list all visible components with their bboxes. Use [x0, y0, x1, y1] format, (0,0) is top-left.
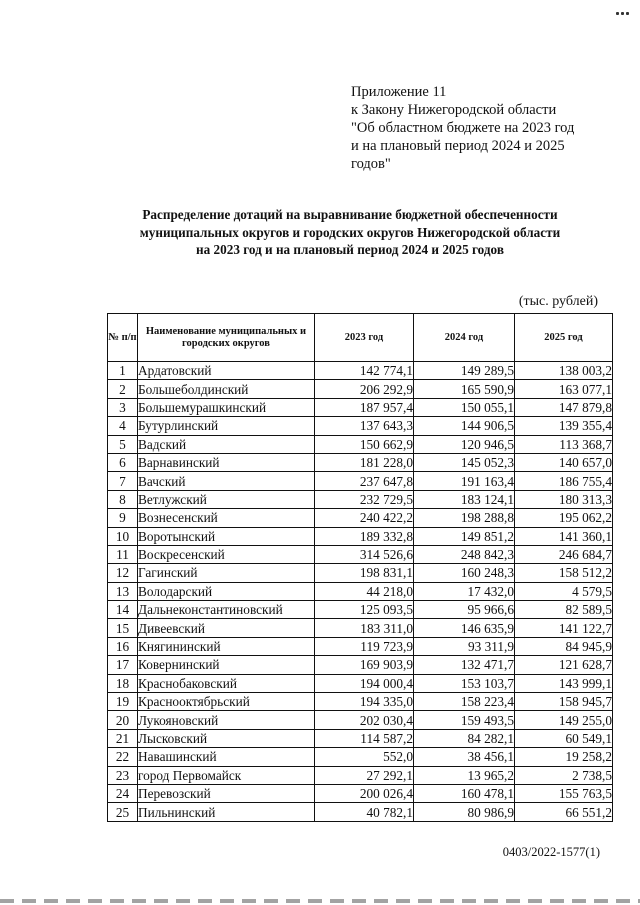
cell-2023: 181 228,0 — [315, 453, 414, 471]
cell-name: Княгининский — [138, 637, 315, 655]
cell-name: Володарский — [138, 582, 315, 600]
cell-2024: 80 986,9 — [414, 803, 515, 821]
cell-2023: 183 311,0 — [315, 619, 414, 637]
cell-name: Вачский — [138, 472, 315, 490]
dotations-table — [107, 313, 613, 822]
cell-num: 9 — [108, 509, 138, 527]
cell-num: 25 — [108, 803, 138, 821]
cell-name: Бутурлинский — [138, 417, 315, 435]
cell-2025: 84 945,9 — [515, 637, 613, 655]
cell-name: Краснооктябрьский — [138, 693, 315, 711]
cell-name: Вознесенский — [138, 509, 315, 527]
cell-2025: 66 551,2 — [515, 803, 613, 821]
cell-2024: 158 223,4 — [414, 693, 515, 711]
cell-num: 20 — [108, 711, 138, 729]
cell-2025: 139 355,4 — [515, 417, 613, 435]
table-body — [108, 362, 613, 822]
cell-2024: 183 124,1 — [414, 490, 515, 508]
table-row — [108, 362, 613, 380]
cell-num: 6 — [108, 453, 138, 471]
cell-num: 17 — [108, 656, 138, 674]
cell-2023: 137 643,3 — [315, 417, 414, 435]
cell-2025: 195 062,2 — [515, 509, 613, 527]
units-label: (тыс. рублей) — [518, 294, 598, 309]
cell-name: Воскресенский — [138, 545, 315, 563]
cell-2024: 84 282,1 — [414, 729, 515, 747]
cell-2025: 2 738,5 — [515, 766, 613, 784]
cell-name: Пильнинский — [138, 803, 315, 821]
cell-num: 14 — [108, 601, 138, 619]
cell-num: 13 — [108, 582, 138, 600]
cell-2025: 163 077,1 — [515, 380, 613, 398]
title-line: муниципальных округов и городских округов Нижегородской области — [139, 224, 561, 240]
cell-2024: 145 052,3 — [414, 453, 515, 471]
table-row — [108, 398, 613, 416]
scan-edge-marks — [0, 899, 640, 903]
cell-2025: 180 313,3 — [515, 490, 613, 508]
cell-num: 8 — [108, 490, 138, 508]
cell-2023: 150 662,9 — [315, 435, 414, 453]
cell-2025: 147 879,8 — [515, 398, 613, 416]
cell-2023: 552,0 — [315, 748, 414, 766]
cell-num: 18 — [108, 674, 138, 692]
cell-name: Ветлужский — [138, 490, 315, 508]
cell-2024: 132 471,7 — [414, 656, 515, 674]
header-2025: 2025 год — [515, 314, 613, 362]
cell-num: 5 — [108, 435, 138, 453]
table-row — [108, 545, 613, 563]
cell-name: Лысковский — [138, 729, 315, 747]
cell-num: 12 — [108, 564, 138, 582]
cell-2024: 165 590,9 — [414, 380, 515, 398]
cell-2024: 149 851,2 — [414, 527, 515, 545]
table-row — [108, 417, 613, 435]
appendix-line: и на плановый период 2024 и 2025 — [351, 138, 565, 154]
cell-2024: 93 311,9 — [414, 637, 515, 655]
cell-num: 7 — [108, 472, 138, 490]
cell-2025: 82 589,5 — [515, 601, 613, 619]
cell-name: Навашинский — [138, 748, 315, 766]
cell-2023: 314 526,6 — [315, 545, 414, 563]
cell-2023: 44 218,0 — [315, 582, 414, 600]
cell-2024: 191 163,4 — [414, 472, 515, 490]
cell-2025: 149 255,0 — [515, 711, 613, 729]
table-row — [108, 453, 613, 471]
table-row — [108, 472, 613, 490]
table-row — [108, 729, 613, 747]
cell-2025: 60 549,1 — [515, 729, 613, 747]
cell-2023: 27 292,1 — [315, 766, 414, 784]
appendix-line: годов" — [351, 156, 391, 172]
cell-2023: 40 782,1 — [315, 803, 414, 821]
cell-num: 3 — [108, 398, 138, 416]
header-name: Наименование муниципальных и городских округов — [138, 314, 315, 362]
table-row — [108, 564, 613, 582]
cell-num: 23 — [108, 766, 138, 784]
appendix-line: Приложение 11 — [351, 84, 447, 100]
table-row — [108, 637, 613, 655]
cell-2023: 187 957,4 — [315, 398, 414, 416]
cell-2023: 169 903,9 — [315, 656, 414, 674]
cell-2024: 13 965,2 — [414, 766, 515, 784]
cell-2023: 189 332,8 — [315, 527, 414, 545]
cell-2024: 144 906,5 — [414, 417, 515, 435]
cell-2025: 141 360,1 — [515, 527, 613, 545]
cell-2024: 38 456,1 — [414, 748, 515, 766]
table-row — [108, 490, 613, 508]
header-2024: 2024 год — [414, 314, 515, 362]
table-row — [108, 656, 613, 674]
cell-name: Дивеевский — [138, 619, 315, 637]
cell-2025: 121 628,7 — [515, 656, 613, 674]
table-row — [108, 435, 613, 453]
cell-2023: 142 774,1 — [315, 362, 414, 380]
cell-2023: 200 026,4 — [315, 784, 414, 802]
cell-2024: 159 493,5 — [414, 711, 515, 729]
cell-2023: 232 729,5 — [315, 490, 414, 508]
cell-2025: 140 657,0 — [515, 453, 613, 471]
cell-num: 2 — [108, 380, 138, 398]
title-line: Распределение дотаций на выравнивание бюджетной обеспеченности — [142, 207, 558, 222]
table-row — [108, 748, 613, 766]
cell-2025: 186 755,4 — [515, 472, 613, 490]
table-row — [108, 674, 613, 692]
cell-2025: 19 258,2 — [515, 748, 613, 766]
cell-2024: 149 289,5 — [414, 362, 515, 380]
cell-name: город Первомайск — [138, 766, 315, 784]
cell-2023: 206 292,9 — [315, 380, 414, 398]
table-row — [108, 582, 613, 600]
appendix-reference — [351, 83, 574, 173]
cell-2023: 194 335,0 — [315, 693, 414, 711]
cell-name: Воротынский — [138, 527, 315, 545]
cell-2023: 194 000,4 — [315, 674, 414, 692]
cell-name: Ковернинский — [138, 656, 315, 674]
cell-num: 21 — [108, 729, 138, 747]
cell-2024: 120 946,5 — [414, 435, 515, 453]
cell-num: 11 — [108, 545, 138, 563]
appendix-line: "Об областном бюджете на 2023 год — [351, 120, 575, 136]
cell-num: 4 — [108, 417, 138, 435]
cell-2025: 141 122,7 — [515, 619, 613, 637]
cell-num: 22 — [108, 748, 138, 766]
cell-name: Большеболдинский — [138, 380, 315, 398]
table-row — [108, 619, 613, 637]
cell-2025: 138 003,2 — [515, 362, 613, 380]
document-code: 0403/2022-1577(1) — [502, 845, 600, 859]
cell-name: Большемурашкинский — [138, 398, 315, 416]
cell-name: Ардатовский — [138, 362, 315, 380]
cell-2025: 143 999,1 — [515, 674, 613, 692]
table-row — [108, 803, 613, 821]
corner-scan-marks — [616, 2, 636, 10]
cell-2023: 198 831,1 — [315, 564, 414, 582]
cell-2024: 160 478,1 — [414, 784, 515, 802]
cell-2025: 155 763,5 — [515, 784, 613, 802]
table-row — [108, 509, 613, 527]
cell-num: 19 — [108, 693, 138, 711]
cell-2023: 237 647,8 — [315, 472, 414, 490]
table-row — [108, 766, 613, 784]
cell-num: 1 — [108, 362, 138, 380]
table-header-row — [108, 314, 613, 362]
appendix-line: к Закону Нижегородской области — [351, 102, 557, 118]
cell-name: Дальнеконстантиновский — [138, 601, 315, 619]
table-row — [108, 711, 613, 729]
cell-2024: 153 103,7 — [414, 674, 515, 692]
cell-num: 10 — [108, 527, 138, 545]
cell-2024: 146 635,9 — [414, 619, 515, 637]
cell-2023: 125 093,5 — [315, 601, 414, 619]
cell-2023: 202 030,4 — [315, 711, 414, 729]
cell-2025: 246 684,7 — [515, 545, 613, 563]
cell-2025: 158 512,2 — [515, 564, 613, 582]
table-row — [108, 784, 613, 802]
cell-2024: 160 248,3 — [414, 564, 515, 582]
cell-name: Краснобаковский — [138, 674, 315, 692]
cell-name: Лукояновский — [138, 711, 315, 729]
table-row — [108, 693, 613, 711]
cell-2025: 113 368,7 — [515, 435, 613, 453]
cell-num: 15 — [108, 619, 138, 637]
cell-2023: 240 422,2 — [315, 509, 414, 527]
cell-name: Гагинский — [138, 564, 315, 582]
cell-2024: 150 055,1 — [414, 398, 515, 416]
header-2023: 2023 год — [315, 314, 414, 362]
table-row — [108, 527, 613, 545]
cell-name: Вадский — [138, 435, 315, 453]
table-row — [108, 601, 613, 619]
cell-2023: 114 587,2 — [315, 729, 414, 747]
cell-2025: 158 945,7 — [515, 693, 613, 711]
cell-2024: 17 432,0 — [414, 582, 515, 600]
cell-2024: 95 966,6 — [414, 601, 515, 619]
cell-2024: 198 288,8 — [414, 509, 515, 527]
cell-num: 24 — [108, 784, 138, 802]
cell-2025: 4 579,5 — [515, 582, 613, 600]
cell-name: Перевозский — [138, 784, 315, 802]
header-num: № п/п — [108, 314, 138, 362]
cell-2023: 119 723,9 — [315, 637, 414, 655]
cell-2024: 248 842,3 — [414, 545, 515, 563]
cell-name: Варнавинский — [138, 453, 315, 471]
title-line: на 2023 год и на плановый период 2024 и 2025 годов — [196, 242, 504, 257]
cell-num: 16 — [108, 637, 138, 655]
table-row — [108, 380, 613, 398]
document-title — [95, 206, 605, 259]
